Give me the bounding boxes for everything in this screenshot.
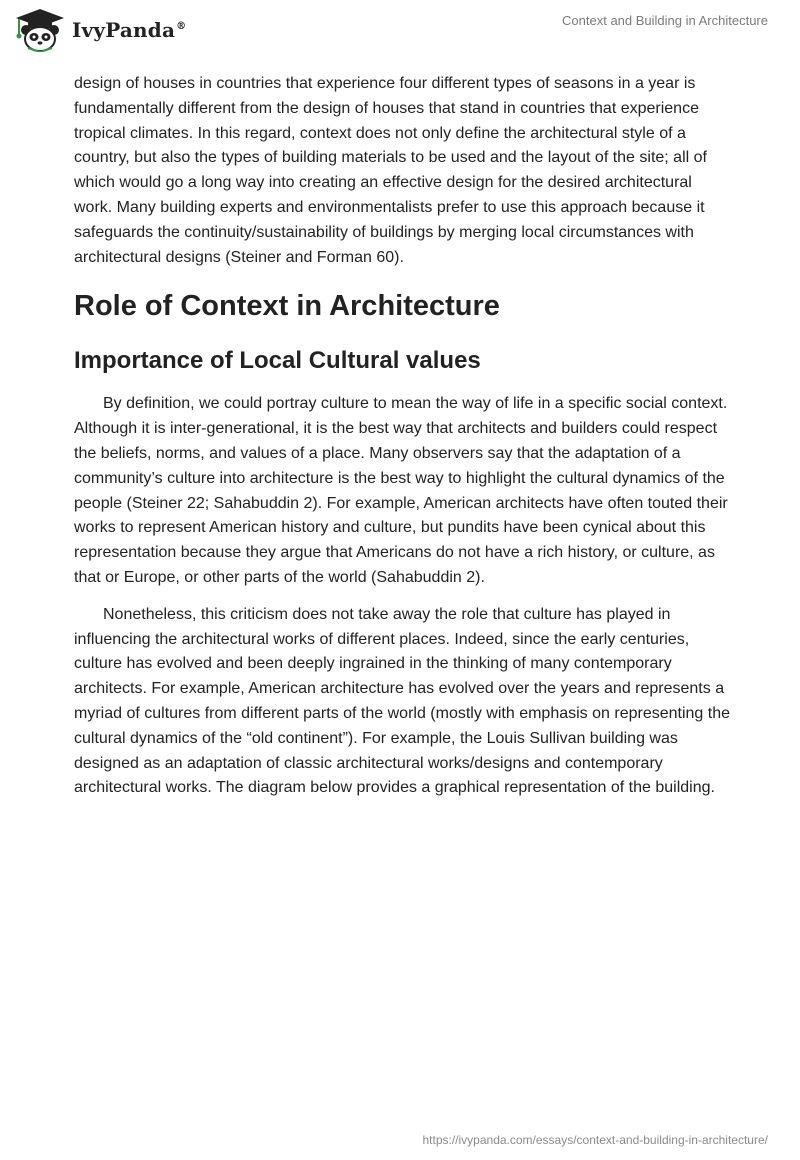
subsection-heading: Importance of Local Cultural values	[74, 347, 481, 375]
registered-mark: ®	[176, 21, 187, 33]
page-header	[0, 0, 800, 60]
panda-graduate-icon	[14, 8, 66, 52]
document-title: Context and Building in Architecture	[562, 13, 768, 28]
paragraph-intro: design of houses in countries that experience four different types of seasons in a year is fundamentally different from the design of houses that stand in countries that experience tropical climates. In this regard, context does not only define the architectural style of a country, but also the types of building materials to be used and the layout of the site; all of which would go a long way into creating an effective design for the desired architectural work. Many building experts and environmentalists prefer to use this approach because it safeguards the continuity/sustainability of buildings by merging local circumstances with architectural designs (Steiner and Forman 60).	[74, 75, 707, 266]
footer-source-url[interactable]: https://ivypanda.com/essays/context-and-building-in-architecture/	[422, 1133, 768, 1147]
essay-content	[74, 72, 734, 813]
brand-logo[interactable]	[14, 8, 186, 52]
paragraph-culture-1: By definition, we could portray culture to mean the way of life in a specific social context. Although it is inter-generational, it is the best way that architects and builders could respect the beliefs, norms, and values of a place. Many observers say that the adaptation of a community’s culture into architecture is the best way to highlight the cultural dynamics of the people (Steiner 22; Sahabuddin 2). For example, American architects have often touted their works to represent American history and culture, but pundits have been cynical about this representation because they argue that Americans do not have a rich history, or culture, as that or Europe, or other parts of the world (Sahabuddin 2).	[74, 395, 728, 586]
brand-name	[72, 18, 186, 42]
brand-name-text: IvyPanda	[72, 18, 176, 42]
section-heading: Role of Context in Architecture	[74, 290, 500, 323]
paragraph-culture-2: Nonetheless, this criticism does not take away the role that culture has played in influencing the architectural works of different places. Indeed, since the early centuries, culture has evolved and been deeply ingrained in the thinking of many contemporary architects. For example, American architecture has evolved over the years and represents a myriad of cultures from different parts of the world (mostly with emphasis on representing the cultural dynamics of the “old continent”). For example, the Louis Sullivan building was designed as an adaptation of classic architectural works/designs and contemporary architectural works. The diagram below provides a graphical representation of the building.	[74, 605, 730, 797]
